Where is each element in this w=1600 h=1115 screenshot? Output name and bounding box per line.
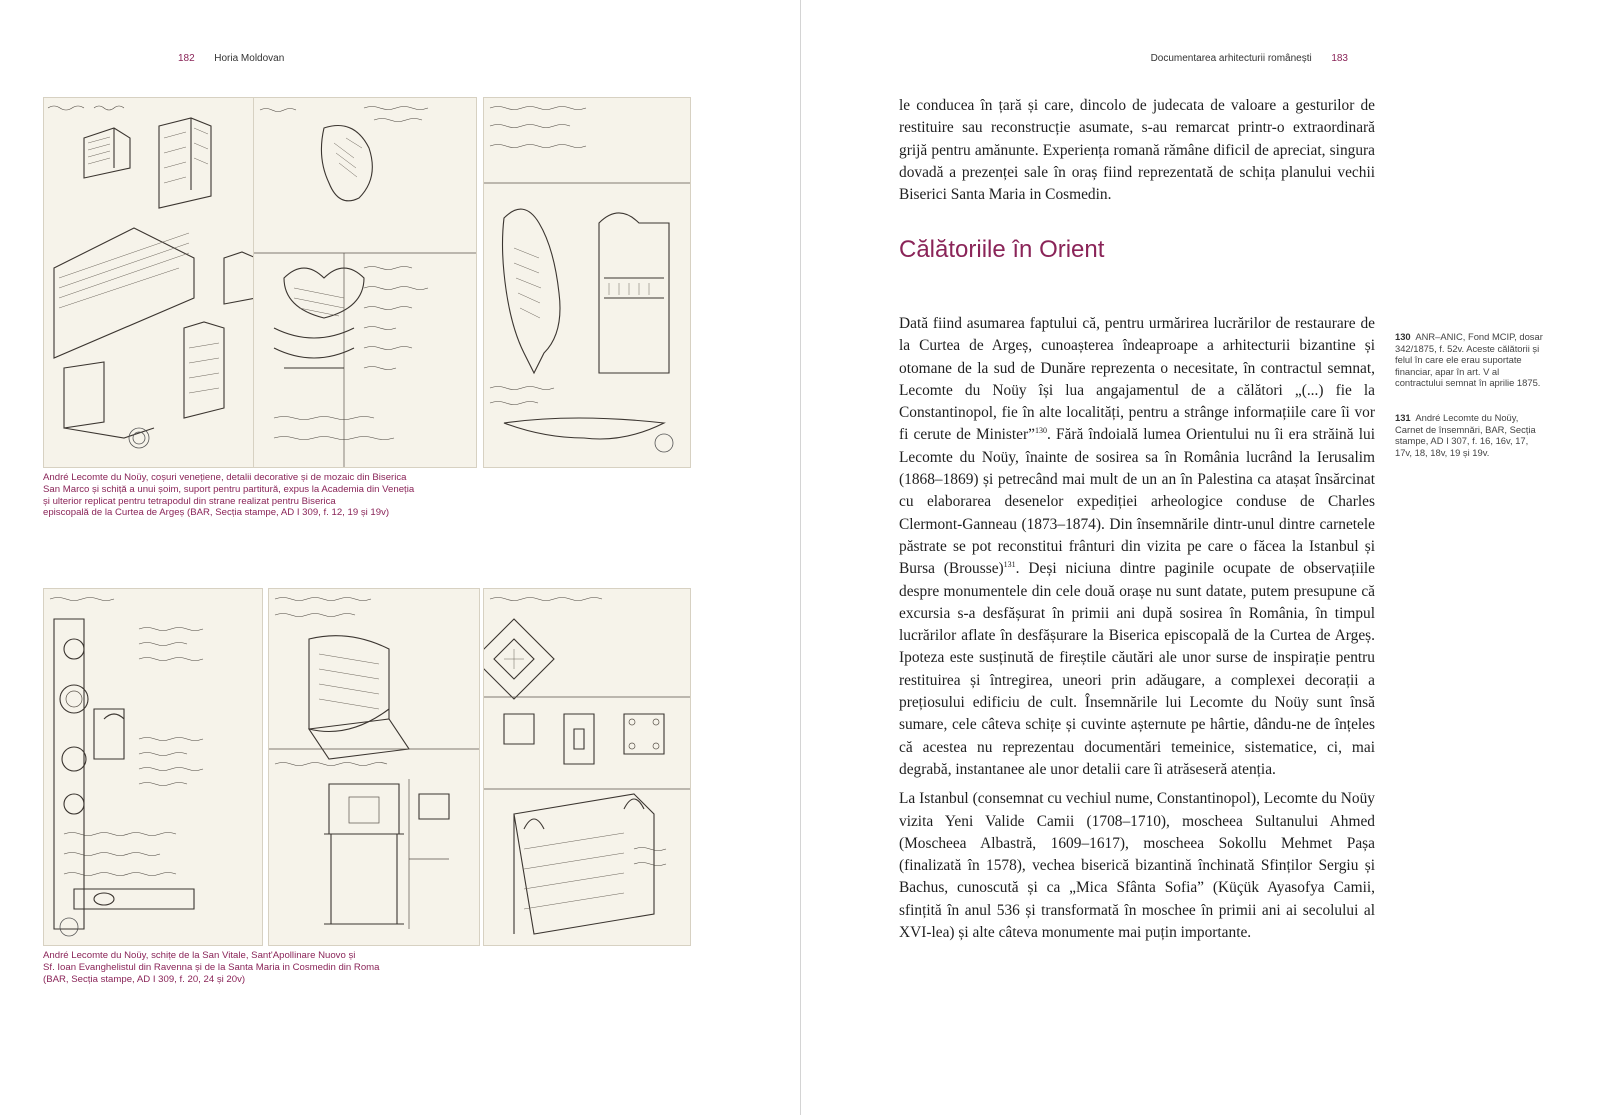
- sketch-santa-maria-cosmedin-image: [483, 588, 691, 946]
- caption-line: André Lecomte du Noüy, schițe de la San Vitale, Sant'Apollinare Nuovo și: [43, 950, 356, 961]
- footnote-number: 130: [1395, 331, 1411, 342]
- section-title: Călătoriile în Orient: [899, 236, 1105, 263]
- paragraph-2: La Istanbul (consemnat cu vechiul nume, Constantinopol), Lecomte du Noüy vizita Yeni Valide Camii (1708–1710), moscheea Sultanului Ahmed (Moscheea Albastră, 1609–1617), moscheea Sokollu Mehmet Pașa (finalizată în 1578), vechea biserică bizantină închinată Sfinților Sergiu și Bachus, cunoscută și ca „Mica Sfânta Sofia” (Küçük Ayasofya Camii, sfințită în anul 536 și transformată în moschee în primii ani ai secolului al XVI-lea) și alte câteva monumente mai puțin importante.: [899, 790, 1375, 942]
- running-head-right: [1151, 53, 1348, 64]
- right-page: [801, 0, 1600, 1115]
- page-number-left: 182: [178, 53, 195, 64]
- main-text: [899, 313, 1375, 944]
- paragraph-1-part-a: Dată fiind asumarea faptului că, pentru urmărirea lucrărilor de restaurare de la Curtea de Argeș, cunoașterea îndeaproape a arhitecturii bizantine și otomane de la sud de Dunăre reprezenta o necesitate, în contractul semnat, Lecomte du Noüy își lua angajamentul de a călători „(...) fie la Constantinopol, fie în alte localități, pentru a strânge informațiile care îi vor fi cerute de Minister”: [899, 315, 1375, 444]
- sketch-san-vitale-plan-image: [43, 588, 263, 946]
- page-number-right: 183: [1331, 53, 1348, 64]
- sketch-chimneys-image: [43, 97, 277, 468]
- figure-caption-1: [43, 472, 463, 519]
- sketch-sant-apollinare-chair-image: [268, 588, 480, 946]
- running-title: Documentarea arhitecturii românești: [1150, 53, 1312, 64]
- footnote-text: ANR–ANIC, Fond MCIP, dosar 342/1875, f. 52v. Aceste călătorii și felul în care ele erau suportate financiar, apar în art. V al contractului semnat în aprilie 1875.: [1395, 331, 1543, 389]
- author-name: Horia Moldovan: [214, 53, 285, 64]
- footnote-ref-130[interactable]: 130: [1034, 426, 1047, 436]
- caption-line: și ulterior replicat pentru tetrapodul din strane realizat pentru Biserica: [43, 495, 336, 507]
- intro-paragraph: [899, 95, 1375, 206]
- footnote-number: 131: [1395, 412, 1411, 423]
- caption-line: episcopală de la Curtea de Argeș (BAR, Secția stampe, AD I 309, f. 12, 19 și 19v): [43, 507, 390, 519]
- footnote-131: [1395, 412, 1547, 458]
- footnote-ref-131[interactable]: 131: [1003, 560, 1016, 570]
- figure-caption-2: [43, 950, 463, 985]
- footnote-130: [1395, 331, 1547, 389]
- caption-line: Sf. Ioan Evanghelistul din Ravenna și de la Santa Maria in Cosmedin din Roma: [43, 961, 380, 973]
- caption-line: San Marco și schiță a unui șoim, suport pentru partitură, expus la Academia din Veneția: [43, 483, 415, 495]
- running-head-left: [178, 53, 284, 64]
- caption-line: (BAR, Secția stampe, AD I 309, f. 20, 24 și 20v): [43, 973, 246, 985]
- paragraph-text: le conducea în țară și care, dincolo de judecata de valoare a gesturilor de restituire sau reconstrucție asumate, s-au remarcat printr-o extraordinară grijă pentru amănunte. Experiența romană rămâne dificil de apreciat, singura dovadă a prezenței sale în oraș fiind reprezentată de schița planului vechii Biserici Santa Maria in Cosmedin.: [899, 97, 1375, 204]
- paragraph-1-part-b: . Fără îndoială lumea Orientului nu îi era străină lui Lecomte du Noüy, înainte de sosirea sa în România lucrând la Ierusalim (1868–1869) și petrecând mai mult de un an în Palestina ca atașat însărcinat cu elaborarea desenelor expediției arheologice conduse de Charles Clermont-Ganneau (1873–1874). Din însemnările dintr-unul dintre carnetele păstrate se pot reconstitui frânturi din vizita pe care o făcea la Istanbul și Bursa (Brousse): [899, 426, 1375, 578]
- paragraph-1: [899, 313, 1375, 781]
- footnote-text: André Lecomte du Noüy, Carnet de însemnări, BAR, Secția stampe, AD I 307, f. 16, 16v, 17, 17v, 18, 18v, 19 și 19v.: [1395, 412, 1536, 458]
- sketch-decorative-details-image: [253, 97, 477, 468]
- sketch-falcon-lectern-image: [483, 97, 691, 468]
- caption-line: André Lecomte du Noüy, coșuri venețiene, detalii decorative și de mozaic din Biserica: [43, 472, 407, 483]
- paragraph-1-part-c: . Deși niciuna dintre paginile ocupate de observațiile despre monumentele din cele două orașe nu sunt datate, putem presupune că excursia s-a desfășurat în primii ani după sosirea în România, în timpul lucrărilor aflate în desfășurare la Biserica episcopală de la Curtea de Argeș. Ipoteza este susținută de fireștile căutări ale unor surse de inspirație pentru restituirea și întregirea, uneori prin adăugare, a complexei decorații a prețiosului edificiu de cult. Însemnările lui Lecomte du Noüy sunt însă sumare, cele câteva schițe și cuvinte așternute pe hârtie, dându-ne de înțeles că acestea nu reprezentau documentări temeinice, sistematice, ci, mai degrabă, instantanee ale unor detalii care îi atrăseseră atenția.: [899, 560, 1375, 778]
